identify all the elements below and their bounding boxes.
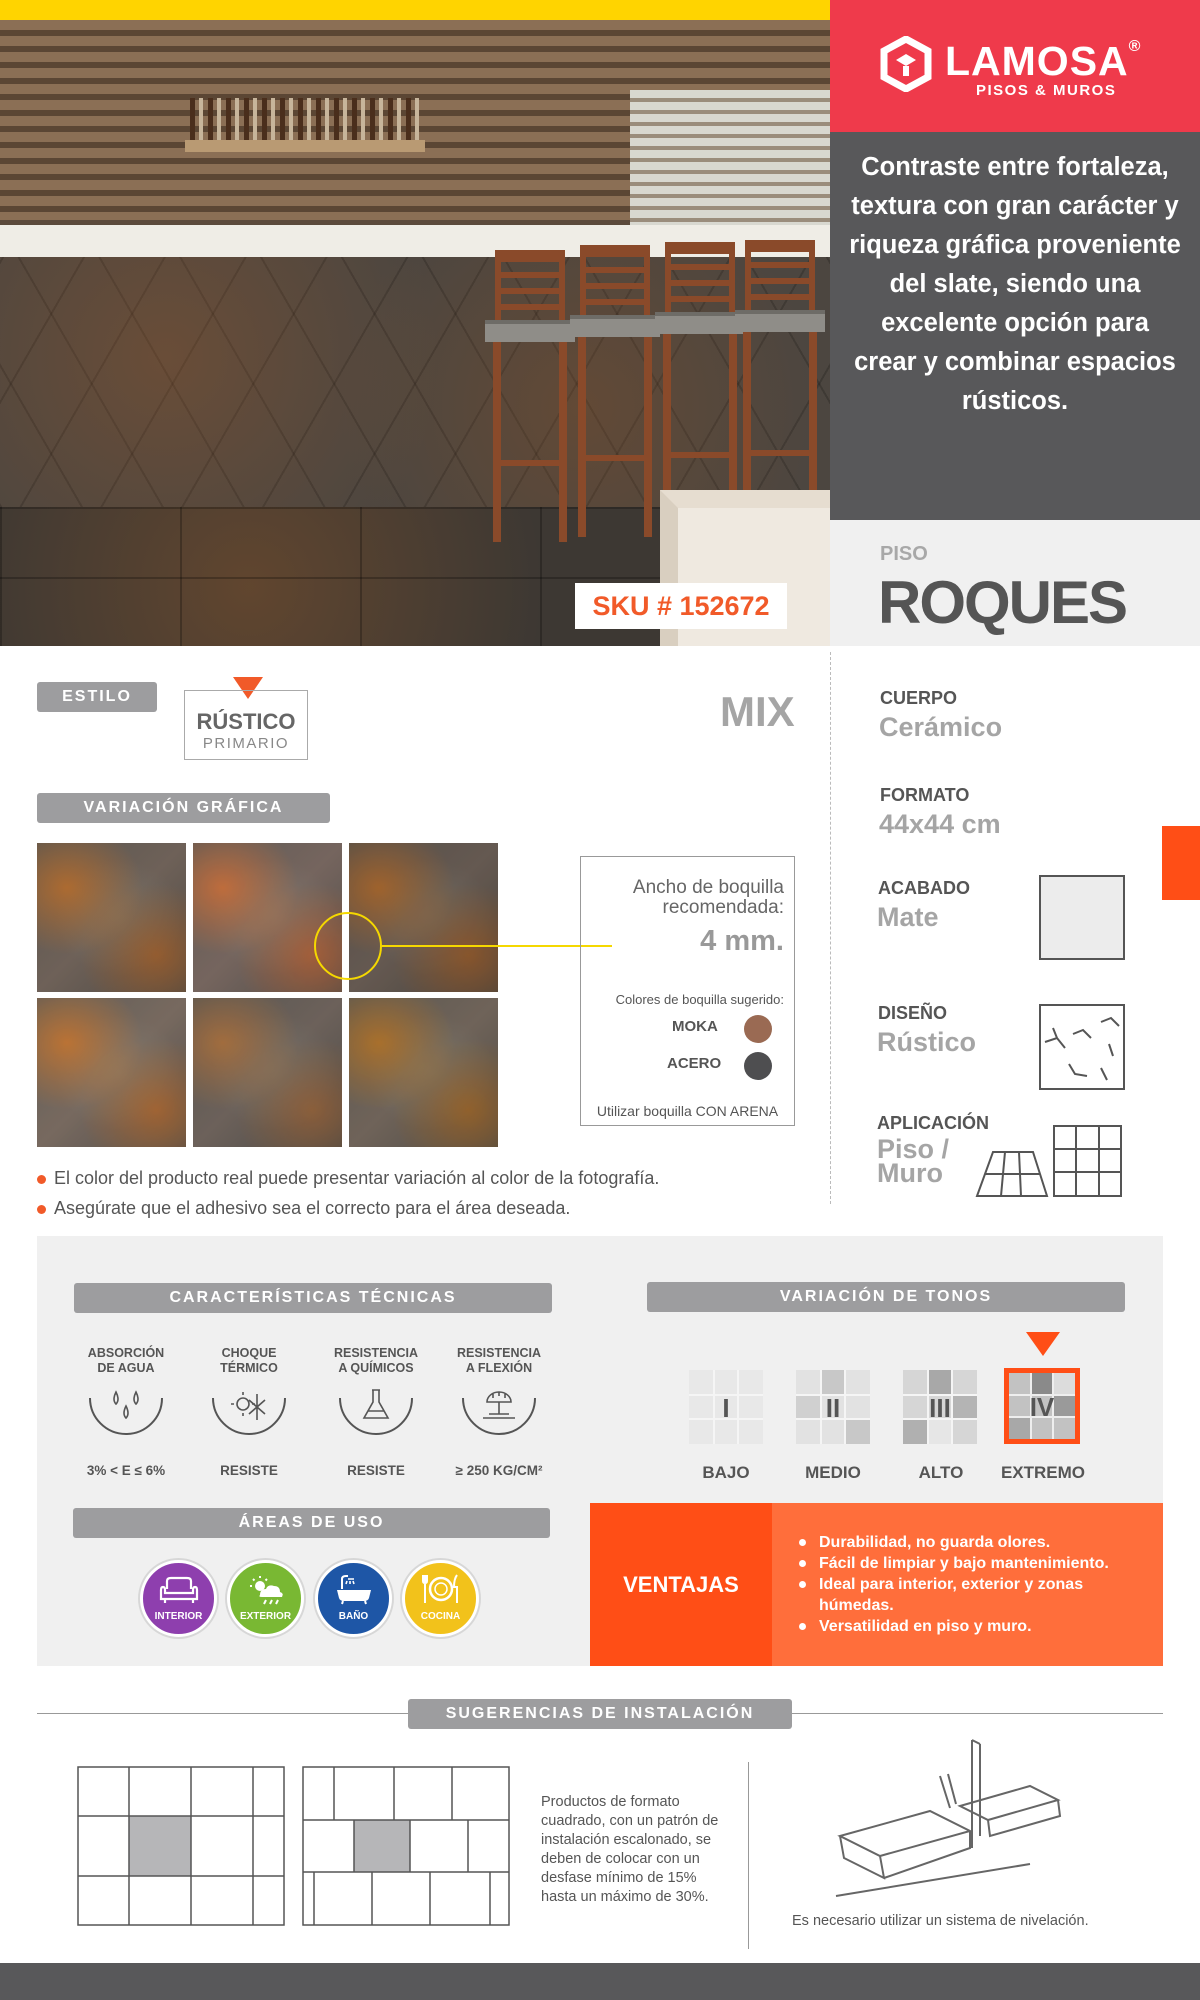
ventajas-list <box>772 1503 1163 1666</box>
aplicacion-value: Piso / Muro <box>877 1134 950 1188</box>
instalacion-text: Productos de formato cuadrado, con un patrón de instalación escalonado, se deben de colocar con un desfase mínimo de 15% hasta un máximo de 30%. <box>541 1794 719 1905</box>
side-accent-tab <box>1162 826 1200 900</box>
area-interior: INTERIOR <box>140 1560 217 1637</box>
svg-text:IV: IV <box>1029 1392 1055 1422</box>
tone-label: ALTO <box>918 1463 964 1482</box>
leveling-note: Es necesario utilizar un sistema de nivelación. <box>792 1913 1089 1929</box>
disclaimer-note: Asegúrate que el adhesivo sea el correcto para el área deseada. <box>37 1198 570 1219</box>
tile-sample <box>193 843 342 992</box>
tone-label: BAJO <box>702 1463 750 1482</box>
areas-heading: ÁREAS DE USO <box>73 1508 550 1538</box>
bar-stool <box>570 245 660 545</box>
tech-heading: CARACTERÍSTICAS TÉCNICAS <box>74 1283 552 1313</box>
cuerpo-value: Cerámico <box>879 712 1003 742</box>
svg-text:III: III <box>929 1393 951 1423</box>
bathtub-icon <box>334 1575 374 1605</box>
grout-note: Utilizar boquilla CON ARENA <box>596 1103 779 1119</box>
ventaja-item: Durabilidad, no guarda olores. <box>796 1532 1153 1553</box>
tech-item-flexion: RESISTENCIA A FLEXIÓN ≥ 250 KG/CM² <box>455 1346 543 1478</box>
sku-label: SKU # 152672 <box>575 583 787 629</box>
leveling-system-icon <box>830 1736 1070 1901</box>
column-divider <box>830 652 831 1204</box>
flask-icon <box>338 1386 414 1446</box>
sun-cloud-icon <box>246 1575 286 1605</box>
tech-item-choque-termico: CHOQUE TÉRMICO RESISTE <box>189 1346 309 1478</box>
tonos-heading: VARIACIÓN DE TONOS <box>647 1282 1125 1312</box>
thermal-shock-icon <box>211 1386 287 1446</box>
product-name: ROQUES <box>878 569 1127 636</box>
footer-bar <box>0 1963 1200 2000</box>
product-type: PISO <box>880 543 928 565</box>
flexion-icon <box>461 1386 537 1446</box>
grout-color-swatch-acero <box>744 1052 772 1080</box>
ventaja-item: Ideal para interior, exterior y zonas húmedas. <box>796 1574 1153 1616</box>
variacion-grafica-heading: VARIACIÓN GRÁFICA <box>37 793 330 823</box>
tone-swatch-extremo <box>1004 1368 1080 1444</box>
grout-colors-label: Colores de boquilla sugerido: <box>615 992 784 1007</box>
tech-item-quimicos: RESISTENCIA A QUÍMICOS RESISTE <box>333 1346 419 1478</box>
top-yellow-bar <box>0 0 830 20</box>
hero-photo <box>0 20 830 646</box>
armchair-icon <box>159 1575 199 1605</box>
grout-pointer-line <box>382 945 612 947</box>
svg-text:II: II <box>825 1393 841 1423</box>
bar-stool <box>485 250 575 550</box>
area-bano: BAÑO <box>315 1560 392 1637</box>
tile-sample <box>349 998 498 1147</box>
tile-sample <box>193 998 342 1147</box>
tile-sample <box>37 998 186 1147</box>
formato-label: FORMATO <box>880 785 970 805</box>
water-drops-icon <box>88 1386 164 1446</box>
brand-name: LAMOSA® <box>945 38 1142 84</box>
floor-wall-application-icon <box>975 1124 1125 1198</box>
acabado-mate-swatch <box>1039 875 1125 960</box>
tech-item-absorcion: ABSORCIÓN DE AGUA 3% < E ≤ 6% <box>86 1346 166 1478</box>
ventaja-item: Versatilidad en piso y muro. <box>796 1616 1153 1637</box>
ventajas-heading: VENTAJAS <box>623 1572 739 1597</box>
brand-tagline: PISOS & MUROS <box>976 82 1117 99</box>
grout-width-title: Ancho de boquilla recomendada: <box>632 877 784 918</box>
wall-shelf <box>185 140 425 152</box>
rustic-design-icon <box>1039 1004 1125 1090</box>
tone-swatch-alto <box>903 1370 977 1444</box>
grout-color-name: ACERO <box>667 1055 722 1072</box>
lamosa-logo-icon <box>878 36 934 92</box>
instalacion-heading: SUGERENCIAS DE INSTALACIÓN <box>408 1699 792 1729</box>
tile-sample <box>37 843 186 992</box>
area-cocina: COCINA <box>402 1560 479 1637</box>
tone-swatch-bajo <box>689 1370 763 1444</box>
estilo-sub: PRIMARIO <box>202 735 290 752</box>
grout-width-value: 4 mm. <box>700 925 784 957</box>
grout-color-swatch-moka <box>744 1015 772 1043</box>
bottle-shelf-items <box>190 98 420 140</box>
product-description: Contraste entre fortaleza, textura con gran carácter y riqueza gráfica proveniente del slate, siendo una excelente opción para crear y combinar espacios rústicos. <box>849 153 1181 415</box>
estilo-box <box>184 690 308 760</box>
mix-label: MIX <box>720 688 795 735</box>
plate-cutlery-icon <box>421 1573 461 1605</box>
acabado-value: Mate <box>877 902 939 932</box>
formato-value: 44x44 cm <box>879 809 1001 839</box>
bullet-icon <box>37 1205 46 1214</box>
estilo-heading: ESTILO <box>37 682 157 712</box>
selected-tone-marker <box>1026 1332 1060 1356</box>
grout-highlight-circle <box>314 912 382 980</box>
staggered-pattern-diagram-2 <box>302 1766 510 1926</box>
bullet-icon <box>37 1175 46 1184</box>
instalacion-divider <box>748 1762 749 1949</box>
tone-swatch-medio <box>796 1370 870 1444</box>
ventaja-item: Fácil de limpiar y bajo mantenimiento. <box>796 1553 1153 1574</box>
diseno-label: DISEÑO <box>878 1003 948 1023</box>
tone-label-selected: EXTREMO <box>1000 1463 1086 1482</box>
aplicacion-label: APLICACIÓN <box>877 1113 989 1133</box>
grout-color-name: MOKA <box>672 1018 718 1035</box>
svg-text:I: I <box>722 1393 730 1423</box>
acabado-label: ACABADO <box>878 878 970 898</box>
cuerpo-label: CUERPO <box>880 688 958 708</box>
area-exterior: EXTERIOR <box>227 1560 304 1637</box>
tone-label: MEDIO <box>805 1463 861 1482</box>
estilo-main: RÚSTICO <box>196 709 296 734</box>
disclaimer-note: El color del producto real puede presentar variación al color de la fotografía. <box>37 1168 659 1189</box>
staggered-pattern-diagram-1 <box>77 1766 285 1926</box>
diseno-value: Rústico <box>877 1027 977 1057</box>
registered-mark: ® <box>1128 38 1142 55</box>
